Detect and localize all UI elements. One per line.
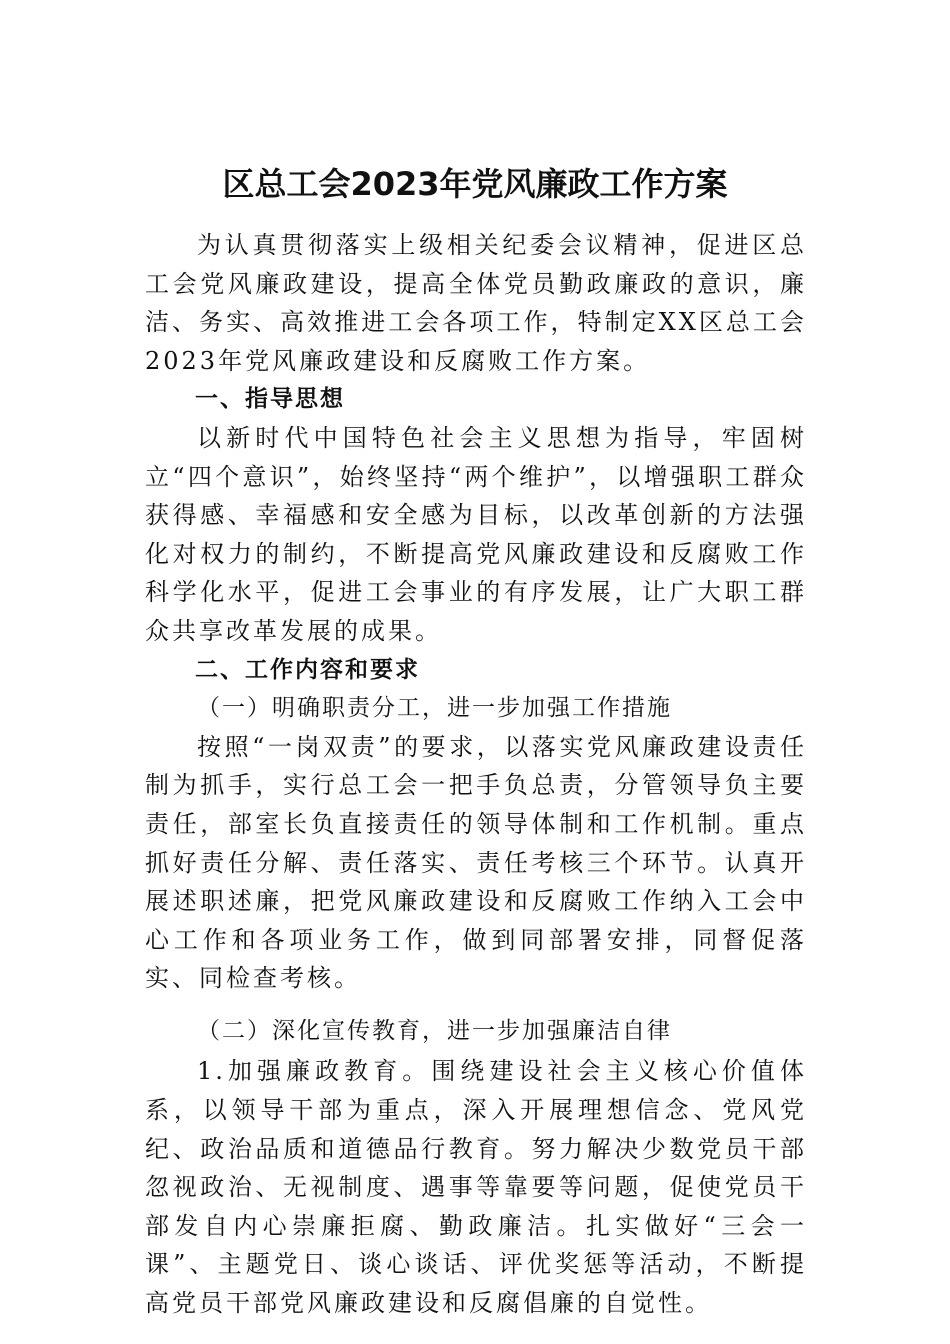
document-body — [145, 226, 807, 1323]
responsibilities-paragraph: 按照“一岗双责”的要求，以落实党风廉政建设责任制为抓手，实行总工会一把手负总责，分管领导负主要责任，部室长负直接责任的领导体制和工作机制。重点抓好责任分解、责任落实、责任考核三个环节。认真开展述职述廉，把党风廉政建设和反腐败工作纳入工会中心工作和各项业务工作，做到同部署安排，同督促落实、同检查考核。 — [145, 732, 807, 993]
document-title: 区总工会2023年党风廉政工作方案 — [222, 165, 728, 203]
education-paragraph: 1.加强廉政教育。围绕建设社会主义核心价值体系，以领导干部为重点，深入开展理想信念、党风党纪、政治品质和道德品行教育。努力解决少数党员干部忽视政治、无视制度、遇事等靠要等问题，促使党员干部发自内心崇廉拒腐、勤政廉洁。扎实做好“三会一课”、主题党日、谈心谈话、评优奖惩等活动，不断提高党员干部党风廉政建设和反腐倡廉的自觉性。 — [145, 1057, 807, 1318]
intro-paragraph: 为认真贯彻落实上级相关纪委会议精神，促进区总工会党风廉政建设，提高全体党员勤政廉政的意识，廉洁、务实、高效推进工会各项工作，特制定XX区总工会2023年党风廉政建设和反腐败工作方案。 — [145, 231, 807, 375]
guiding-ideology-paragraph: 以新时代中国特色社会主义思想为指导，牢固树立“四个意识”，始终坚持“两个维护”，以增强职工群众获得感、幸福感和安全感为目标，以改革创新的方法强化对权力的制约，不断提高党风廉政建设和反腐败工作科学化水平，促进工会事业的有序发展，让广大职工群众共享改革发展的成果。 — [145, 423, 807, 645]
subsection-heading-responsibilities: （一）明确职责分工，进一步加强工作措施 — [197, 695, 672, 722]
section-heading-guiding-ideology: 一、指导思想 — [195, 386, 345, 413]
section-heading-work-content: 二、工作内容和要求 — [195, 656, 420, 683]
subsection-heading-education: （二）深化宣传教育，进一步加强廉洁自律 — [197, 1017, 672, 1044]
